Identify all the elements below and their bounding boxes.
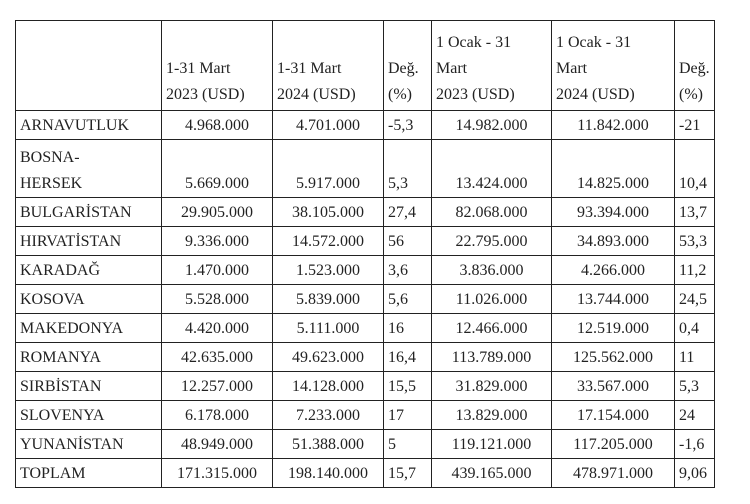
header-country — [16, 21, 162, 111]
cell-ytd-change: 13,7 — [675, 198, 715, 227]
cell-mar-change: 5,3 — [384, 140, 432, 198]
cell-mar-2024: 14.572.000 — [273, 227, 384, 256]
export-table — [15, 20, 715, 488]
cell-ytd-change: -1,6 — [675, 430, 715, 459]
cell-ytd-2024: 17.154.000 — [552, 401, 675, 430]
cell-ytd-2023: 11.026.000 — [432, 285, 552, 314]
cell-mar-change: 15,5 — [384, 372, 432, 401]
cell-mar-2023: 48.949.000 — [162, 430, 273, 459]
table-row — [16, 227, 715, 256]
cell-ytd-change: 11,2 — [675, 256, 715, 285]
export-table-wrapper — [15, 20, 715, 488]
country-name-line: BULGARİSTAN — [20, 204, 132, 221]
header-line: Değ. — [388, 60, 419, 77]
cell-ytd-2024: 13.744.000 — [552, 285, 675, 314]
table-row — [16, 140, 715, 198]
cell-ytd-2023: 12.466.000 — [432, 314, 552, 343]
header-line: 1 Ocak - 31 — [556, 34, 632, 51]
cell-ytd-2024: 125.562.000 — [552, 343, 675, 372]
country-name-line: BOSNA- — [20, 149, 80, 166]
header-line: 2023 (USD) — [166, 86, 245, 103]
cell-ytd-2024: 4.266.000 — [552, 256, 675, 285]
header-ytd-2024 — [552, 21, 675, 111]
cell-country — [16, 401, 162, 430]
country-name-line: KOSOVA — [20, 291, 85, 308]
header-mar-change — [384, 21, 432, 111]
cell-ytd-change: 9,06 — [675, 459, 715, 488]
cell-mar-2024: 1.523.000 — [273, 256, 384, 285]
table-body — [16, 111, 715, 488]
cell-mar-change: 15,7 — [384, 459, 432, 488]
header-line: 1 Ocak - 31 — [436, 34, 512, 51]
table-row — [16, 111, 715, 140]
cell-mar-change: 3,6 — [384, 256, 432, 285]
cell-ytd-2023: 439.165.000 — [432, 459, 552, 488]
cell-mar-2023: 5.528.000 — [162, 285, 273, 314]
cell-country — [16, 372, 162, 401]
cell-mar-2023: 171.315.000 — [162, 459, 273, 488]
header-line: 2023 (USD) — [436, 86, 515, 103]
table-row — [16, 256, 715, 285]
cell-mar-2024: 4.701.000 — [273, 111, 384, 140]
cell-country — [16, 430, 162, 459]
cell-mar-2024: 5.917.000 — [273, 140, 384, 198]
cell-ytd-2023: 113.789.000 — [432, 343, 552, 372]
country-name-line: KARADAĞ — [20, 262, 100, 279]
cell-ytd-change: 11 — [675, 343, 715, 372]
cell-mar-2023: 4.968.000 — [162, 111, 273, 140]
cell-ytd-2024: 117.205.000 — [552, 430, 675, 459]
cell-ytd-change: -21 — [675, 111, 715, 140]
cell-mar-change: 16,4 — [384, 343, 432, 372]
country-name-line: TOPLAM — [20, 465, 86, 482]
country-name-line: MAKEDONYA — [20, 320, 124, 337]
cell-ytd-2024: 12.519.000 — [552, 314, 675, 343]
cell-country — [16, 459, 162, 488]
cell-mar-2023: 29.905.000 — [162, 198, 273, 227]
cell-country — [16, 227, 162, 256]
cell-ytd-2023: 3.836.000 — [432, 256, 552, 285]
header-line: Mart — [556, 60, 588, 77]
cell-ytd-change: 53,3 — [675, 227, 715, 256]
table-row — [16, 401, 715, 430]
cell-mar-change: 16 — [384, 314, 432, 343]
header-ytd-2023 — [432, 21, 552, 111]
cell-mar-change: -5,3 — [384, 111, 432, 140]
cell-mar-2024: 14.128.000 — [273, 372, 384, 401]
cell-ytd-change: 10,4 — [675, 140, 715, 198]
header-line: 1-31 Mart — [166, 60, 231, 77]
cell-country — [16, 285, 162, 314]
cell-ytd-2023: 13.829.000 — [432, 401, 552, 430]
cell-ytd-2024: 93.394.000 — [552, 198, 675, 227]
cell-ytd-change: 0,4 — [675, 314, 715, 343]
cell-mar-2023: 1.470.000 — [162, 256, 273, 285]
cell-country — [16, 198, 162, 227]
cell-ytd-2023: 22.795.000 — [432, 227, 552, 256]
header-line: 2024 (USD) — [277, 86, 356, 103]
cell-ytd-2023: 14.982.000 — [432, 111, 552, 140]
cell-ytd-change: 24,5 — [675, 285, 715, 314]
cell-mar-2023: 9.336.000 — [162, 227, 273, 256]
country-name-line: YUNANİSTAN — [20, 436, 124, 453]
cell-mar-2024: 38.105.000 — [273, 198, 384, 227]
header-line: (%) — [679, 86, 703, 103]
cell-ytd-2023: 13.424.000 — [432, 140, 552, 198]
cell-country — [16, 343, 162, 372]
cell-mar-2023: 4.420.000 — [162, 314, 273, 343]
cell-mar-2024: 51.388.000 — [273, 430, 384, 459]
table-total-row — [16, 459, 715, 488]
cell-mar-2024: 49.623.000 — [273, 343, 384, 372]
cell-mar-2023: 5.669.000 — [162, 140, 273, 198]
cell-mar-change: 5 — [384, 430, 432, 459]
table-row — [16, 285, 715, 314]
cell-country — [16, 314, 162, 343]
cell-ytd-2024: 33.567.000 — [552, 372, 675, 401]
cell-ytd-2024: 14.825.000 — [552, 140, 675, 198]
header-line: Mart — [436, 60, 468, 77]
header-line: Değ. — [679, 60, 710, 77]
country-name-line: SIRBİSTAN — [20, 378, 102, 395]
table-header-row — [16, 21, 715, 111]
header-line: 1-31 Mart — [277, 60, 342, 77]
cell-mar-2023: 6.178.000 — [162, 401, 273, 430]
header-line: 2024 (USD) — [556, 86, 635, 103]
cell-mar-2024: 198.140.000 — [273, 459, 384, 488]
table-row — [16, 372, 715, 401]
table-row — [16, 343, 715, 372]
cell-ytd-2023: 119.121.000 — [432, 430, 552, 459]
country-name-line: HERSEK — [20, 175, 83, 192]
header-ytd-change — [675, 21, 715, 111]
country-name-line: HIRVATİSTAN — [20, 233, 122, 250]
cell-ytd-2023: 82.068.000 — [432, 198, 552, 227]
cell-mar-2023: 42.635.000 — [162, 343, 273, 372]
cell-mar-2024: 5.839.000 — [273, 285, 384, 314]
cell-mar-change: 27,4 — [384, 198, 432, 227]
cell-country — [16, 140, 162, 198]
cell-ytd-2024: 478.971.000 — [552, 459, 675, 488]
cell-mar-change: 56 — [384, 227, 432, 256]
header-mar-2023 — [162, 21, 273, 111]
cell-country — [16, 256, 162, 285]
header-line: (%) — [388, 86, 412, 103]
cell-mar-2023: 12.257.000 — [162, 372, 273, 401]
country-name-line: SLOVENYA — [20, 407, 105, 424]
country-name-line: ARNAVUTLUK — [20, 117, 130, 134]
cell-ytd-2023: 31.829.000 — [432, 372, 552, 401]
cell-mar-change: 5,6 — [384, 285, 432, 314]
cell-country — [16, 111, 162, 140]
table-row — [16, 430, 715, 459]
cell-ytd-2024: 34.893.000 — [552, 227, 675, 256]
header-mar-2024 — [273, 21, 384, 111]
table-row — [16, 314, 715, 343]
country-name-line: ROMANYA — [20, 349, 101, 366]
cell-ytd-change: 24 — [675, 401, 715, 430]
cell-mar-2024: 7.233.000 — [273, 401, 384, 430]
cell-ytd-change: 5,3 — [675, 372, 715, 401]
table-row — [16, 198, 715, 227]
cell-ytd-2024: 11.842.000 — [552, 111, 675, 140]
cell-mar-change: 17 — [384, 401, 432, 430]
cell-mar-2024: 5.111.000 — [273, 314, 384, 343]
